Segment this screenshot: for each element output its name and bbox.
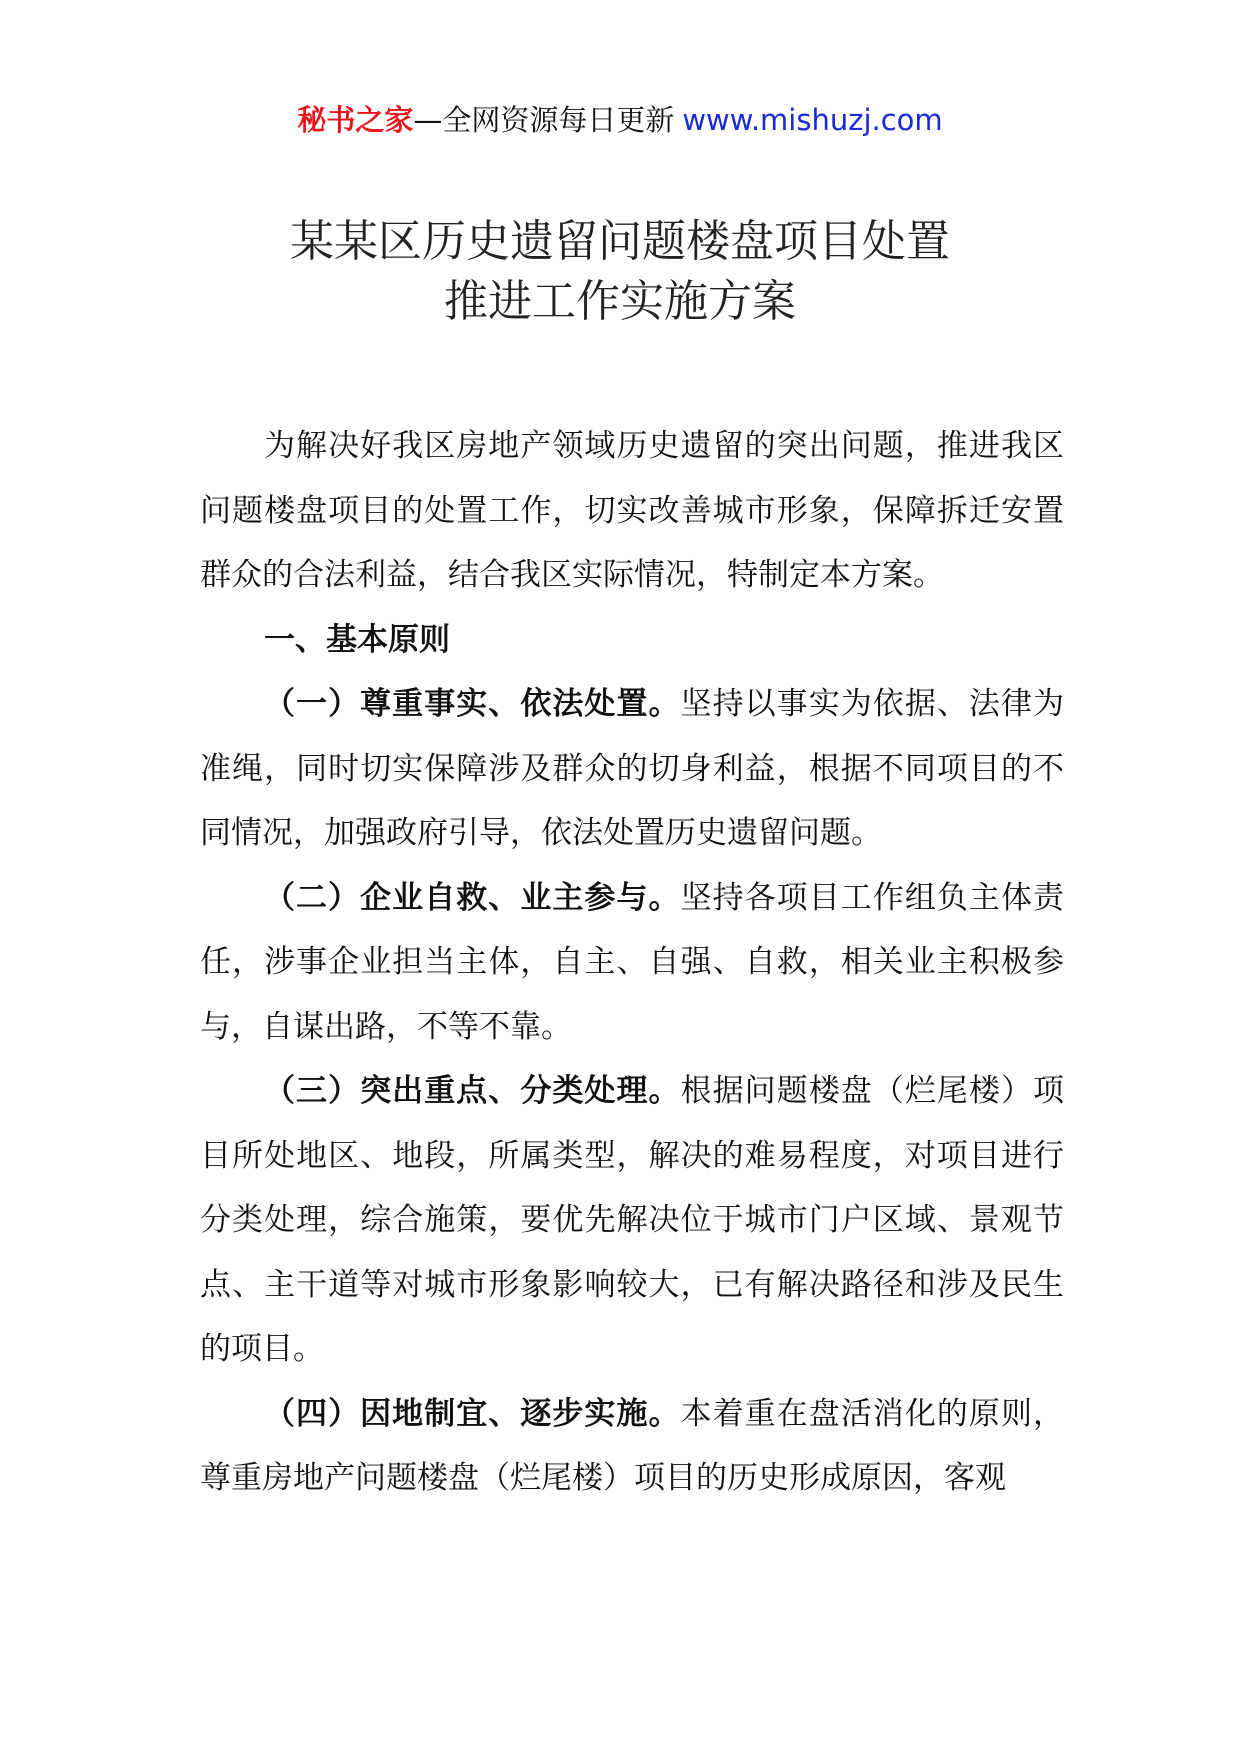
- document-body: [200, 414, 1064, 1511]
- principle-text-4: 本着重在盘活消化的原则，尊重房地产问题楼盘（烂尾楼）项目的历史形成原因，客观: [200, 1395, 1065, 1496]
- principle-lead-1: （一）尊重事实、依法处置。: [264, 686, 681, 722]
- principle-text-1: 坚持以事实为依据、法律为准绳，同时切实保障涉及群众的切身利益，根据不同项目的不同情况，加强政府引导，依法处置历史遗留问题。: [200, 686, 1065, 851]
- principle-paragraph-2: [200, 866, 1064, 1060]
- principle-lead-2: （二）企业自救、业主参与。: [264, 879, 681, 916]
- principle-paragraph-4: [200, 1382, 1064, 1511]
- principle-paragraph-1: [200, 672, 1064, 866]
- principle-text-2: 坚持各项目工作组负主体责任，涉事企业担当主体，自主、自强、自救，相关业主积极参与，自谋出路，不等不靠。: [200, 879, 1065, 1045]
- principle-lead-4: （四）因地制宜、逐步实施。: [264, 1395, 681, 1432]
- site-header: [0, 100, 1240, 140]
- title-line-1: 某某区历史遗留问题楼盘项目处置: [290, 216, 950, 267]
- principle-paragraph-3: [200, 1059, 1064, 1382]
- principle-text-3: 根据问题楼盘（烂尾楼）项目所处地区、地段，所属类型，解决的难易程度，对项目进行分类处理，综合施策，要优先解决位于城市门户区域、景观节点、主干道等对城市形象影响较大，已有解决路径和涉及民生的项目。: [200, 1073, 1065, 1367]
- brand-name: 秘书之家: [297, 103, 414, 137]
- site-url-link[interactable]: www.mishuzj.com: [682, 103, 943, 137]
- title-line-2: 推进工作实施方案: [444, 276, 796, 327]
- section-heading-basic-principles: 一、基本原则: [264, 621, 450, 658]
- header-tagline: —全网资源每日更新: [413, 103, 675, 137]
- intro-paragraph: 为解决好我区房地产领域历史遗留的突出问题，推进我区问题楼盘项目的处置工作，切实改善城市形象，保障拆迁安置群众的合法利益，结合我区实际情况，特制定本方案。: [200, 428, 1064, 593]
- principle-lead-3: （三）突出重点、分类处理。: [264, 1073, 681, 1109]
- document-title: [0, 212, 1240, 332]
